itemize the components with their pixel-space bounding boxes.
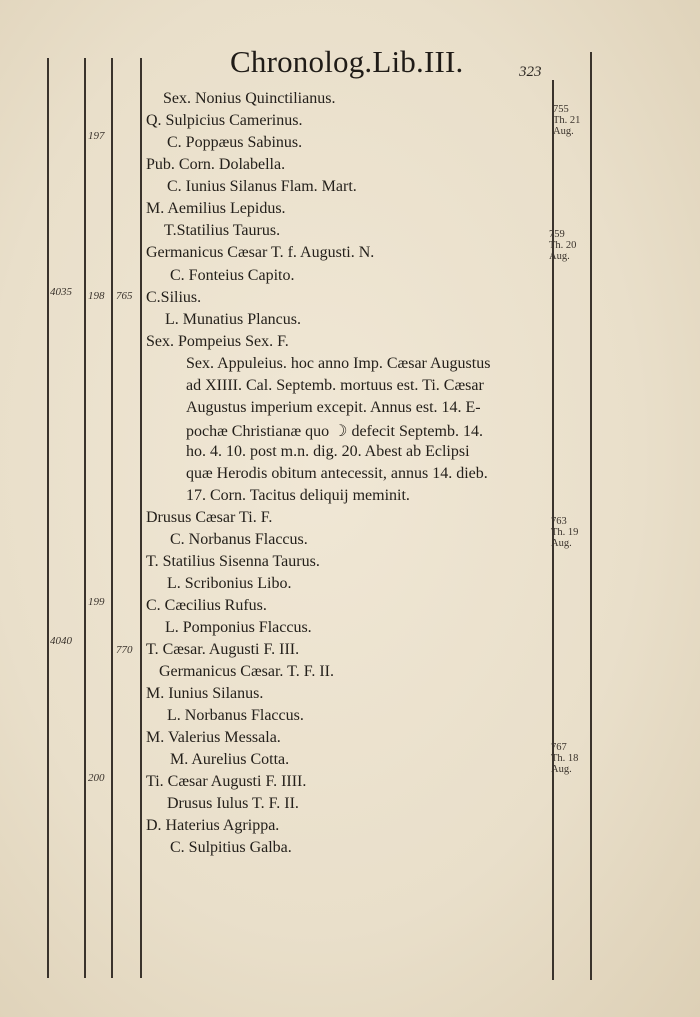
note-year: 759 (549, 229, 565, 240)
column-rule (84, 58, 86, 978)
text-line: T. Statilius Sisenna Taurus. (146, 553, 320, 570)
right-margin-note (551, 742, 591, 775)
note-month: Aug. (551, 764, 572, 775)
text-line: Ti. Cæsar Augusti F. IIII. (146, 773, 307, 790)
margin-number: 198 (88, 290, 105, 302)
text-line: C. Iunius Silanus Flam. Mart. (167, 178, 357, 195)
text-line: C. Fonteius Capito. (170, 267, 295, 284)
text-line: T.Statilius Taurus. (164, 222, 281, 239)
text-line: C. Norbanus Flaccus. (170, 531, 308, 548)
margin-number: 199 (88, 596, 105, 608)
text-line: C. Cæcilius Rufus. (146, 597, 267, 614)
text-line: ho. 4. 10. post m.n. dig. 20. Abest ab Eclipsi (186, 443, 470, 460)
margin-number: 4035 (50, 286, 72, 298)
note-year: 767 (551, 742, 567, 753)
text-line: quæ Herodis obitum antecessit, annus 14. dieb. (186, 465, 488, 482)
text-line: Pub. Corn. Dolabella. (146, 156, 286, 173)
text-line: L. Munatius Plancus. (165, 311, 301, 328)
margin-number: 4040 (50, 635, 72, 647)
text-line: D. Haterius Agrippa. (146, 817, 280, 834)
text-line: Germanicus Cæsar. T. F. II. (159, 663, 334, 680)
text-line: M. Iunius Silanus. (146, 685, 264, 702)
margin-number: 197 (88, 130, 105, 142)
note-year: 755 (553, 104, 569, 115)
note-day: Th. 18 (551, 753, 579, 764)
right-margin-note (553, 104, 593, 137)
text-line: L. Scribonius Libo. (167, 575, 292, 592)
note-day: Th. 21 (553, 115, 581, 126)
text-line: pochæ Christianæ quo ☽ defecit Septemb. 14. (186, 423, 483, 440)
text-line: C.Silius. (146, 289, 202, 306)
column-rule (111, 58, 113, 978)
text-line: M. Valerius Messala. (146, 729, 281, 746)
note-year: 763 (551, 516, 567, 527)
text-line: L. Norbanus Flaccus. (167, 707, 304, 724)
text-line: Q. Sulpicius Camerinus. (146, 112, 303, 129)
margin-number: 200 (88, 772, 105, 784)
note-day: Th. 19 (551, 527, 579, 538)
text-line: C. Sulpitius Galba. (170, 839, 292, 856)
text-line: Augustus imperium excepit. Annus est. 14. E- (186, 399, 481, 416)
text-line: 17. Corn. Tacitus deliquij meminit. (186, 487, 410, 504)
column-rule (140, 58, 142, 978)
text-line: M. Aurelius Cotta. (170, 751, 290, 768)
margin-number: 770 (116, 644, 133, 656)
running-title: Chronolog.Lib.III. (230, 44, 464, 79)
column-rule (47, 58, 49, 978)
margin-number: 765 (116, 290, 133, 302)
text-line: L. Pomponius Flaccus. (165, 619, 312, 636)
text-line: Drusus Cæsar Ti. F. (146, 509, 273, 526)
right-margin-note (549, 229, 589, 262)
right-margin-note (551, 516, 591, 549)
text-line: Germanicus Cæsar T. f. Augusti. N. (146, 244, 375, 261)
text-line: M. Aemilius Lepidus. (146, 200, 286, 217)
note-month: Aug. (549, 251, 570, 262)
text-line: ad XIIII. Cal. Septemb. mortuus est. Ti. Cæsar (186, 377, 484, 394)
text-line: Sex. Nonius Quinctilianus. (163, 90, 336, 107)
text-line: T. Cæsar. Augusti F. III. (146, 641, 300, 658)
note-month: Aug. (553, 126, 574, 137)
text-line: Sex. Pompeius Sex. F. (146, 333, 289, 350)
page-number: 323 (519, 64, 542, 80)
note-day: Th. 20 (549, 240, 577, 251)
text-line: C. Poppæus Sabinus. (167, 134, 303, 151)
note-month: Aug. (551, 538, 572, 549)
text-line: Drusus Iulus T. F. II. (167, 795, 299, 812)
text-line: Sex. Appuleius. hoc anno Imp. Cæsar Augustus (186, 355, 491, 372)
